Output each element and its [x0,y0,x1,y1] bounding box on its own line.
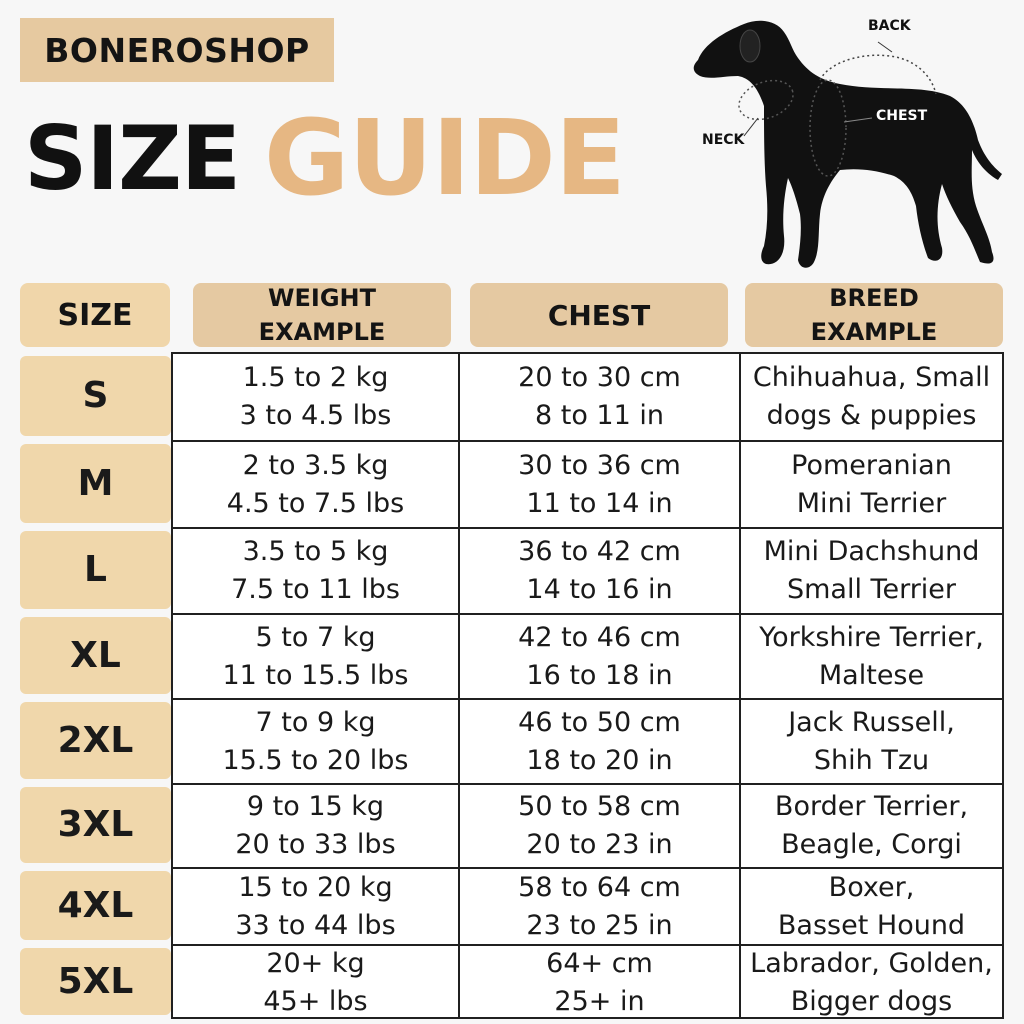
chest-cell [458,440,739,527]
size-cell [20,948,171,1015]
header-chest [470,283,728,347]
size-cell [20,702,171,779]
breed-cell [739,613,1004,698]
chest-cell-line1: 42 to 46 cm [518,621,681,653]
weight-cell [171,867,458,944]
breed-cell-line1: Mini Dachshund [763,536,980,567]
breed-cell-line2: Bigger dogs [790,985,953,1017]
chest-cell-line2: 25+ in [554,985,645,1017]
header-weight-line2: EXAMPLE [258,318,386,346]
title-word-size: SIZE [24,106,241,210]
brand-badge [20,18,334,82]
weight-cell-line1: 3.5 to 5 kg [242,536,389,567]
weight-cell-line1: 2 to 3.5 kg [242,449,389,481]
weight-cell [171,944,458,1019]
chest-cell-line1: 30 to 36 cm [518,449,681,481]
chest-cell-line1: 50 to 58 cm [518,791,681,822]
size-cell [20,444,171,523]
weight-cell-line2: 45+ lbs [263,985,368,1017]
chest-cell-line1: 20 to 30 cm [518,362,681,393]
table-bottom-border [171,1017,1004,1019]
breed-cell-line1: Yorkshire Terrier, [759,621,984,653]
breed-cell [739,698,1004,783]
header-breed-line2: EXAMPLE [810,318,938,346]
breed-cell [739,783,1004,867]
size-cell-line1: 3XL [57,804,134,845]
chest-cell-line1: 46 to 50 cm [518,706,681,738]
breed-cell [739,352,1004,440]
weight-cell [171,352,458,440]
weight-cell-line1: 7 to 9 kg [255,706,376,738]
weight-cell-line2: 20 to 33 lbs [235,829,396,860]
brand-name: BONEROSHOP [44,30,310,70]
chest-cell [458,867,739,944]
chest-cell-line1: 64+ cm [546,947,653,979]
breed-cell-line1: Chihuahua, Small [752,362,991,393]
size-cell-line1: XL [70,634,121,676]
header-weight-line1: WEIGHT [268,284,376,312]
table-row [20,527,1004,613]
table-row [20,352,1004,440]
breed-cell-line2: Shih Tzu [813,744,930,776]
weight-cell-line1: 15 to 20 kg [238,871,393,903]
breed-cell-line2: Mini Terrier [796,487,947,519]
weight-cell-line2: 11 to 15.5 lbs [222,659,409,691]
breed-cell-line1: Pomeranian [791,449,952,481]
breed-cell-line2: Beagle, Corgi [781,829,962,860]
weight-cell-line2: 4.5 to 7.5 lbs [226,487,405,519]
weight-cell-line1: 20+ kg [266,947,365,979]
size-cell [20,617,171,694]
table-row [20,698,1004,783]
weight-cell-line2: 33 to 44 lbs [235,909,396,941]
table-row [20,613,1004,698]
breed-cell-line1: Jack Russell, [788,706,955,738]
header-weight [193,283,451,347]
chest-cell-line1: 36 to 42 cm [518,536,681,567]
title-word-guide: GUIDE [264,97,625,219]
chest-cell [458,352,739,440]
chest-cell-line2: 8 to 11 in [534,400,664,431]
table-row [20,867,1004,944]
size-cell [20,356,171,436]
table-row [20,440,1004,527]
weight-cell [171,613,458,698]
neck-label: NECK [702,132,745,148]
chest-cell [458,944,739,1019]
breed-cell [739,867,1004,944]
table-row [20,783,1004,867]
chest-cell-line2: 18 to 20 in [526,744,673,776]
size-cell-line1: 2XL [57,719,134,761]
chest-cell-line2: 11 to 14 in [526,487,673,519]
chest-cell [458,698,739,783]
weight-cell [171,783,458,867]
breed-cell-line1: Labrador, Golden, [750,947,993,979]
weight-cell-line1: 5 to 7 kg [255,621,376,653]
weight-cell-line2: 15.5 to 20 lbs [222,744,409,776]
chest-cell-line1: 58 to 64 cm [518,871,681,903]
size-cell-line1: M [77,462,114,504]
size-cell-line1: L [84,549,107,590]
table-row [20,944,1004,1019]
breed-cell [739,440,1004,527]
size-cell-line1: S [82,375,109,416]
chest-cell-line2: 23 to 25 in [526,909,673,941]
breed-cell-line1: Border Terrier, [774,791,969,822]
header-size-label: SIZE [57,297,133,333]
weight-cell-line1: 1.5 to 2 kg [242,362,389,393]
header-chest-label: CHEST [547,298,651,332]
weight-cell-line1: 9 to 15 kg [246,791,385,822]
chest-cell [458,613,739,698]
chest-cell-line2: 14 to 16 in [526,574,673,605]
size-table [20,352,1004,1019]
size-cell [20,787,171,863]
chest-cell-line2: 20 to 23 in [526,829,673,860]
breed-cell-line2: dogs & puppies [766,400,977,431]
size-cell [20,531,171,609]
header-size [20,283,170,347]
header-breed [745,283,1003,347]
back-label: BACK [868,18,911,34]
breed-cell-line1: Boxer, [828,871,915,903]
dog-measurement-diagram [680,10,1010,280]
size-cell [20,871,171,940]
weight-cell [171,527,458,613]
weight-cell [171,698,458,783]
breed-cell [739,944,1004,1019]
breed-cell-line2: Maltese [818,659,925,691]
chest-cell-line2: 16 to 18 in [526,659,673,691]
breed-cell-line2: Small Terrier [786,574,957,605]
chest-cell [458,783,739,867]
weight-cell-line2: 3 to 4.5 lbs [239,400,392,431]
weight-cell-line2: 7.5 to 11 lbs [231,574,400,605]
size-cell-line1: 4XL [57,884,134,926]
chest-cell [458,527,739,613]
size-cell-line1: 5XL [57,960,134,1002]
header-breed-line1: BREED [829,284,919,312]
page-title [24,98,625,218]
weight-cell [171,440,458,527]
breed-cell [739,527,1004,613]
breed-cell-line2: Basset Hound [777,909,966,941]
chest-label: CHEST [876,108,928,124]
